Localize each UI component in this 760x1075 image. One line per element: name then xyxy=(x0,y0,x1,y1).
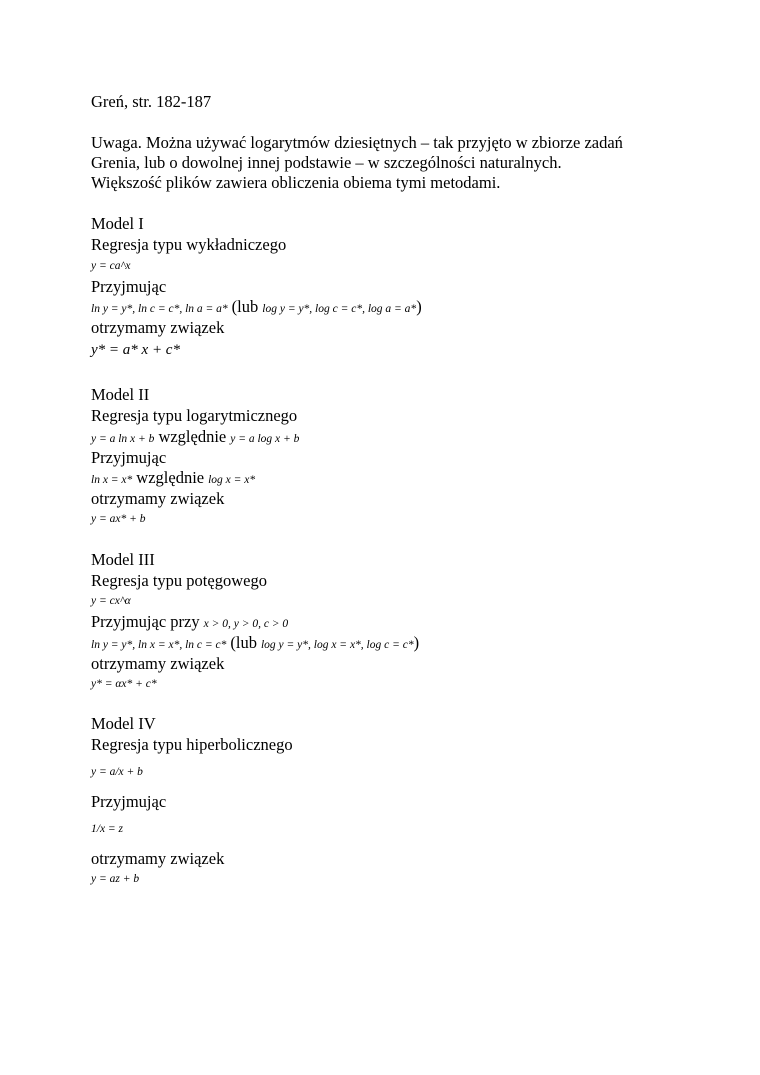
model-4-assume-label: Przyjmując xyxy=(91,792,167,811)
model-3-assume-formula: ln y = y*, ln x = x*, ln c = c* xyxy=(91,639,227,651)
model-4-type: Regresja typu hiperbolicznego xyxy=(91,735,293,754)
model-3-formula: y = cx^α xyxy=(91,595,131,607)
model-2-formula-alt: y = a log x + b xyxy=(230,433,300,445)
model-3-title: Model III xyxy=(91,550,155,569)
model-3-type: Regresja typu potęgowego xyxy=(91,571,267,590)
note-line-1: Uwaga. Można używać logarytmów dziesiętnych – tak przyjęto w zbiorze zadań xyxy=(91,133,623,152)
model-1-alt-close: ) xyxy=(416,297,422,316)
model-1-result-formula: y* = a* x + c* xyxy=(91,342,180,358)
model-3-assumption xyxy=(91,633,419,653)
model-2-type: Regresja typu logarytmicznego xyxy=(91,406,298,425)
model-3-assume-condition: x > 0, y > 0, c > 0 xyxy=(203,618,289,630)
model-3-result-formula: y* = αx* + c* xyxy=(91,678,157,690)
model-4-assume-formula: 1/x = z xyxy=(91,823,124,835)
model-2-formula: y = a ln x + b xyxy=(91,433,155,445)
note-line-3: Większość plików zawiera obliczenia obiema tymi metodami. xyxy=(91,173,501,192)
model-3-alt-formula: log y = y*, log x = x*, log c = c* xyxy=(260,639,414,651)
model-2-assume-alt-word: względnie xyxy=(136,468,205,487)
model-4-formula: y = a/x + b xyxy=(91,766,143,778)
model-4-result-label: otrzymamy związek xyxy=(91,849,225,868)
model-2-result-label: otrzymamy związek xyxy=(91,489,225,508)
model-1-assume-label: Przyjmując xyxy=(91,277,167,296)
model-2-assumption xyxy=(91,468,255,488)
model-2-assume-label: Przyjmując xyxy=(91,448,167,467)
model-2-formula-alt-word: względnie xyxy=(158,427,227,446)
model-1-type: Regresja typu wykładniczego xyxy=(91,235,287,254)
model-2-title: Model II xyxy=(91,385,150,404)
model-1-assume-formula: ln y = y*, ln c = c*, ln a = a* xyxy=(91,303,228,315)
model-1-title: Model I xyxy=(91,214,144,233)
model-3-assume-label: Przyjmując przy xyxy=(91,612,200,631)
model-4-result-formula: y = az + b xyxy=(91,873,140,885)
model-3-result-label: otrzymamy związek xyxy=(91,654,225,673)
source-reference: Greń, str. 182-187 xyxy=(91,92,212,111)
model-3-assume-line xyxy=(91,612,288,632)
model-1-result-label: otrzymamy związek xyxy=(91,318,225,337)
note-line-2: Grenia, lub o dowolnej innej podstawie – w szczególności naturalnych. xyxy=(91,153,562,172)
model-2-formula-line xyxy=(91,427,299,447)
model-2-assume-formula: ln x = x* xyxy=(91,474,133,486)
model-3-alt-open: (lub xyxy=(230,633,257,652)
model-2-result-formula: y = ax* + b xyxy=(91,513,146,525)
model-1-alt-open: (lub xyxy=(231,297,259,316)
model-1-assumption xyxy=(91,297,422,317)
model-2-assume-alt: log x = x* xyxy=(208,474,256,486)
model-3-alt-close: ) xyxy=(413,633,420,652)
model-4-title: Model IV xyxy=(91,714,156,733)
model-1-alt-formula: log y = y*, log c = c*, log a = a* xyxy=(262,303,417,315)
model-1-formula: y = ca^x xyxy=(91,260,131,272)
